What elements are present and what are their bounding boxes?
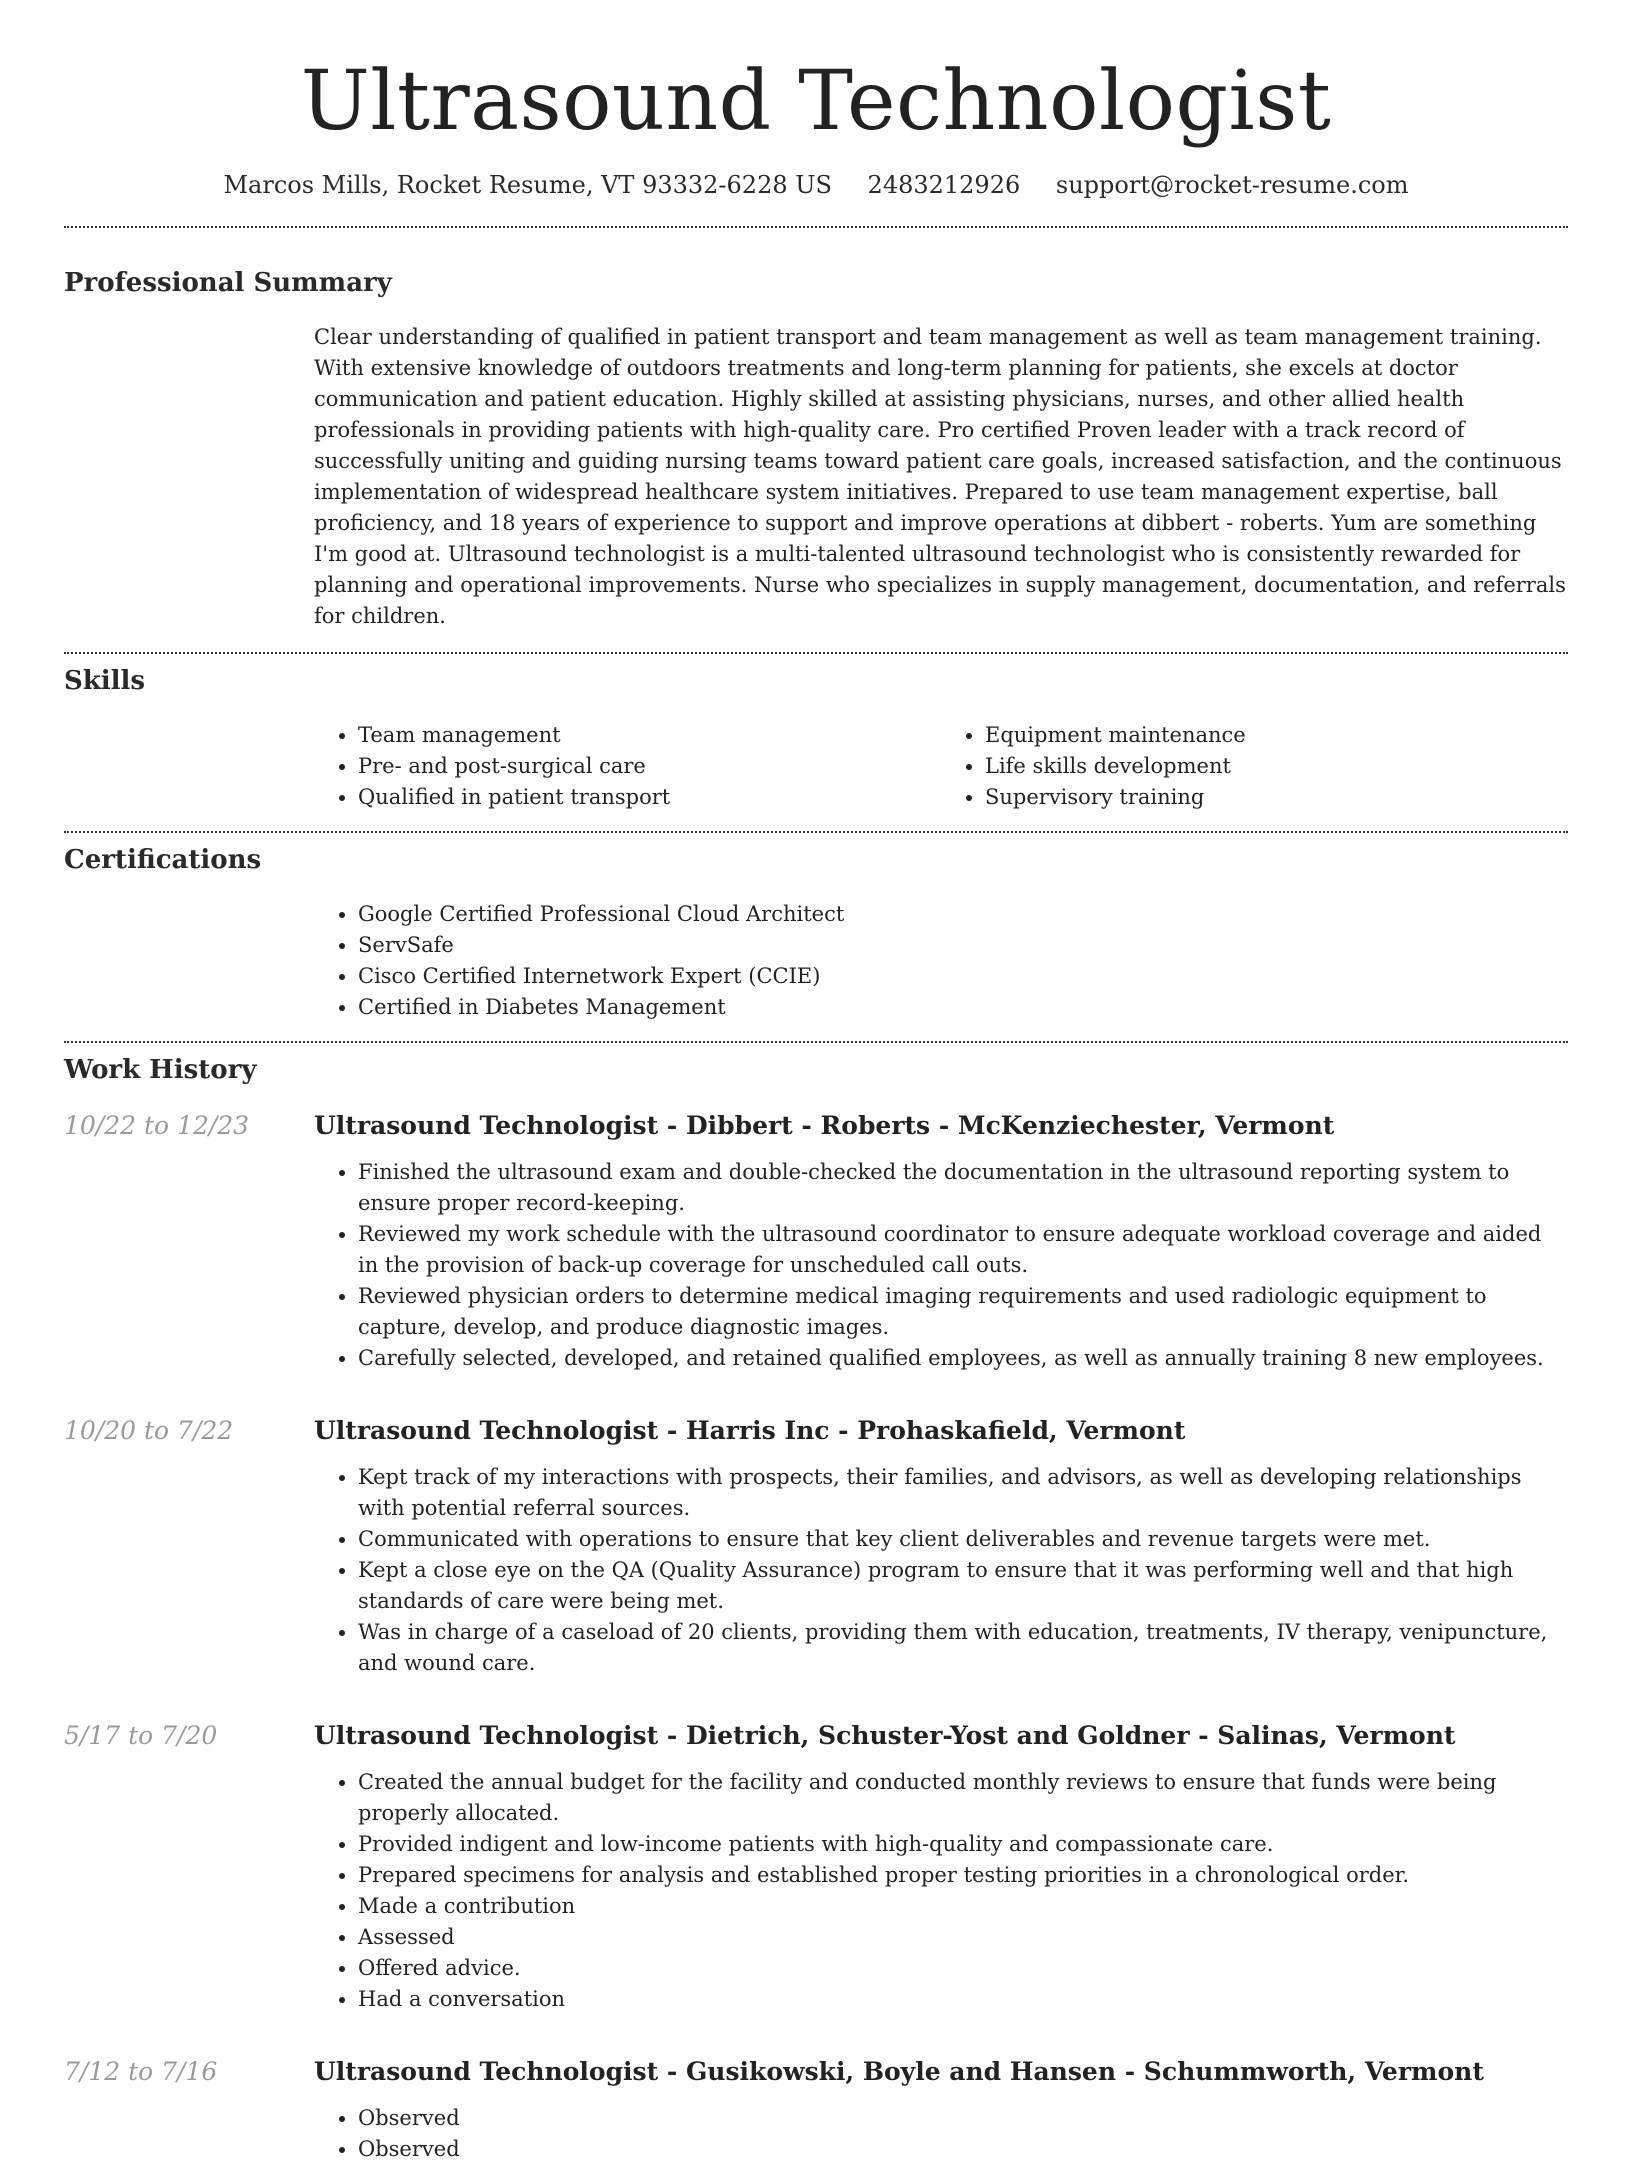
- contact-line: [64, 168, 1568, 202]
- job-bullet: • Reviewed physician orders to determine medical imaging requirements and used radiologic equipment to capture, develop, and produce diagnostic images.: [358, 1281, 1568, 1343]
- job-title: Ultrasound Technologist - Dibbert - Roberts - McKenziechester, Vermont: [314, 1111, 1335, 1140]
- contact-email: support@rocket-resume.com: [1055, 171, 1409, 199]
- certification-item: • Google Certified Professional Cloud Architect: [358, 899, 1568, 930]
- summary-text: Clear understanding of qualified in patient transport and team management as well as team management training. With extensive knowledge of outdoors treatments and long-term planning for patients, she excels at doctor communication and patient education. Highly skilled at assisting physicians, nurses, and other allied health professionals in providing patients with high-quality care. Pro certified Proven leader with a track record of successfully uniting and guiding nursing teams toward patient care goals, increased satisfaction, and the continuous implementation of widespread healthcare system initiatives. Prepared to use team management expertise, ball proficiency, and 18 years of experience to support and improve operations at dibbert - roberts. Yum are something I'm good at. Ultrasound technologist is a multi-talented ultrasound technologist who is consistently rewarded for planning and operational improvements. Nurse who specializes in supply management, documentation, and referrals for children.: [314, 325, 1566, 628]
- section-title-summary: Professional Summary: [64, 268, 392, 298]
- skill-item: • Pre- and post-surgical care: [358, 751, 941, 782]
- job-bullet: • Carefully selected, developed, and retained qualified employees, as well as annually training 8 new employees.: [358, 1343, 1568, 1374]
- job-bullet: • Made a contribution: [358, 1891, 1568, 1922]
- resume-title: Ultrasound Technologist: [300, 54, 1332, 149]
- job-bullet: • Provided indigent and low-income patients with high-quality and compassionate care.: [358, 1829, 1568, 1860]
- job-bullets: [314, 1462, 1568, 1679]
- job-bullet: • Reviewed my work schedule with the ultrasound coordinator to ensure adequate workload coverage and aided in the provision of back-up coverage for unscheduled call outs.: [358, 1219, 1568, 1281]
- divider: [64, 652, 1568, 654]
- section-title-skills: Skills: [64, 666, 146, 696]
- job-entry: [64, 1109, 1568, 1374]
- divider: [64, 226, 1568, 228]
- job-date: 10/20 to 7/22: [64, 1416, 234, 1445]
- skill-item: • Supervisory training: [985, 782, 1568, 813]
- job-title: Ultrasound Technologist - Harris Inc - Prohaskafield, Vermont: [314, 1416, 1186, 1445]
- section-title-certifications: Certifications: [64, 845, 262, 875]
- job-details: [314, 1109, 1568, 1374]
- certifications-body: [314, 899, 1568, 1023]
- certification-item: • ServSafe: [358, 930, 1568, 961]
- skills-column-right: [941, 720, 1568, 813]
- summary-body: [314, 322, 1568, 632]
- job-date: 7/12 to 7/16: [64, 2057, 218, 2086]
- job-details: [314, 2055, 1568, 2165]
- skills-list: [314, 720, 1568, 813]
- job-bullet: • Was in charge of a caseload of 20 clients, providing them with education, treatments, IV therapy, venipuncture, and wound care.: [358, 1617, 1568, 1679]
- job-entry: [64, 2055, 1568, 2165]
- job-bullet: • Created the annual budget for the facility and conducted monthly reviews to ensure that funds were being properly allocated.: [358, 1767, 1568, 1829]
- divider: [64, 831, 1568, 833]
- job-entry: [64, 1414, 1568, 1679]
- job-details: [314, 1414, 1568, 1679]
- job-bullet: • Observed: [358, 2134, 1568, 2165]
- job-bullet: • Offered advice.: [358, 1953, 1568, 1984]
- job-details: [314, 1719, 1568, 2015]
- job-bullet: • Observed: [358, 2103, 1568, 2134]
- job-bullet: • Finished the ultrasound exam and double-checked the documentation in the ultrasound reporting system to ensure proper record-keeping.: [358, 1157, 1568, 1219]
- section-title-work-history: Work History: [64, 1055, 257, 1085]
- certification-item: • Certified in Diabetes Management: [358, 992, 1568, 1023]
- skill-item: • Life skills development: [985, 751, 1568, 782]
- job-bullets: [314, 1767, 1568, 2015]
- certification-item: • Cisco Certified Internetwork Expert (CCIE): [358, 961, 1568, 992]
- divider: [64, 1041, 1568, 1043]
- skill-item: • Qualified in patient transport: [358, 782, 941, 813]
- certifications-list: [314, 899, 1568, 1023]
- job-date: 10/22 to 12/23: [64, 1111, 250, 1140]
- job-bullets: [314, 2103, 1568, 2165]
- job-bullet: • Assessed: [358, 1922, 1568, 1953]
- contact-phone: 2483212926: [867, 171, 1021, 199]
- skill-item: • Equipment maintenance: [985, 720, 1568, 751]
- job-title: Ultrasound Technologist - Dietrich, Schuster-Yost and Goldner - Salinas, Vermont: [314, 1721, 1456, 1750]
- job-bullet: • Prepared specimens for analysis and established proper testing priorities in a chronological order.: [358, 1860, 1568, 1891]
- job-title: Ultrasound Technologist - Gusikowski, Boyle and Hansen - Schummworth, Vermont: [314, 2057, 1484, 2086]
- skills-column-left: [314, 720, 941, 813]
- job-bullets: [314, 1157, 1568, 1374]
- job-bullet: • Kept a close eye on the QA (Quality Assurance) program to ensure that it was performing well and that high standards of care were being met.: [358, 1555, 1568, 1617]
- skill-item: • Team management: [358, 720, 941, 751]
- job-bullet: • Communicated with operations to ensure that key client deliverables and revenue targets were met.: [358, 1524, 1568, 1555]
- job-bullet: • Had a conversation: [358, 1984, 1568, 2015]
- job-entry: [64, 1719, 1568, 2015]
- job-bullet: • Kept track of my interactions with prospects, their families, and advisors, as well as developing relationships with potential referral sources.: [358, 1462, 1568, 1524]
- job-date: 5/17 to 7/20: [64, 1721, 218, 1750]
- contact-address: Marcos Mills, Rocket Resume, VT 93332-6228 US: [223, 171, 832, 199]
